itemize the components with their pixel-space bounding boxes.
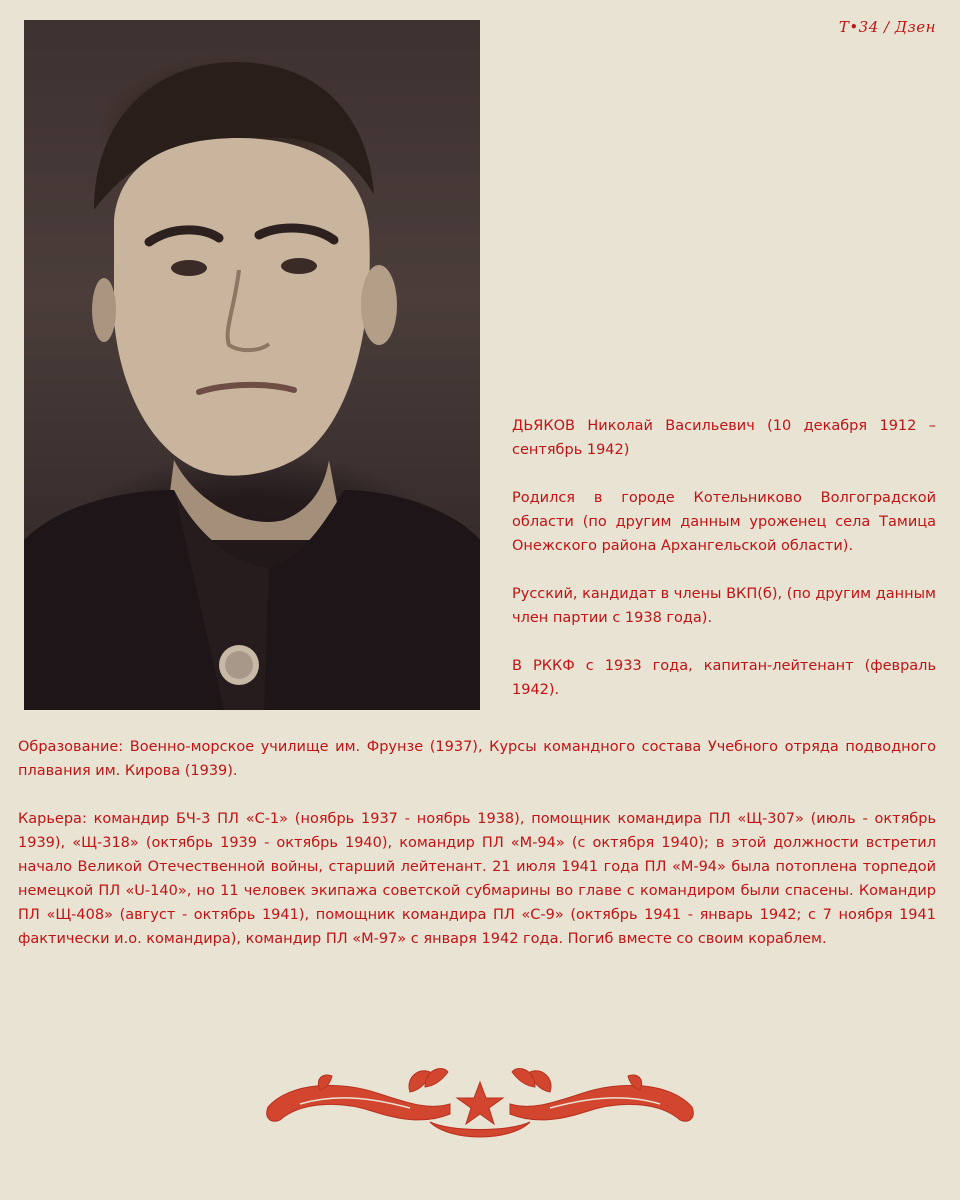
star-ribbon-ornament (260, 1062, 700, 1148)
portrait-photo (24, 20, 480, 710)
education-paragraph: Образование: Военно-морское училище им. Фрунзе (1937), Курсы командного состава Учебного отряда подводного плавания им. Кирова (1939). (18, 739, 936, 779)
bio-service: В РККФ с 1933 года, капитан-лейтенант (февраль 1942). (512, 658, 936, 698)
brand-label: Т•34 / Дзен (838, 18, 936, 36)
career-paragraph: Карьера: командир БЧ-3 ПЛ «С-1» (ноябрь 1937 - ноябрь 1938), помощник командира ПЛ «Щ-307» (июль - октябрь 1939), «Щ-318» (октябрь 1939 - октябрь 1940), командир ПЛ «М-94» (с октября 1940); в этой должности встретил начало Великой Отечественной войны, старший лейтенант. 21 июля 1941 года ПЛ «М-94» была потоплена торпедой немецкой ПЛ «U-140», но 11 человек экипажа советской субмарины во главе с командиром были спасены. Командир ПЛ «Щ-408» (август - октябрь 1941), помощник командира ПЛ «С-9» (октябрь 1941 - январь 1942; с 7 ноября 1941 фактически и.о. командира), командир ПЛ «М-97» с января 1942 года. Погиб вместе со своим кораблем. (18, 811, 936, 947)
bio-birth: Родился в городе Котельниково Волгоградской области (по другим данным уроженец села Тамица Онежского района Архангельской области). (512, 490, 936, 554)
bio-block (512, 414, 936, 726)
portrait-drawing (24, 20, 480, 710)
bio-party: Русский, кандидат в члены ВКП(б), (по другим данным член партии с 1938 года). (512, 586, 936, 626)
main-text (18, 735, 936, 975)
bio-name-line: ДЬЯКОВ Николай Васильевич (10 декабря 1912 – сентябрь 1942) (512, 418, 936, 458)
